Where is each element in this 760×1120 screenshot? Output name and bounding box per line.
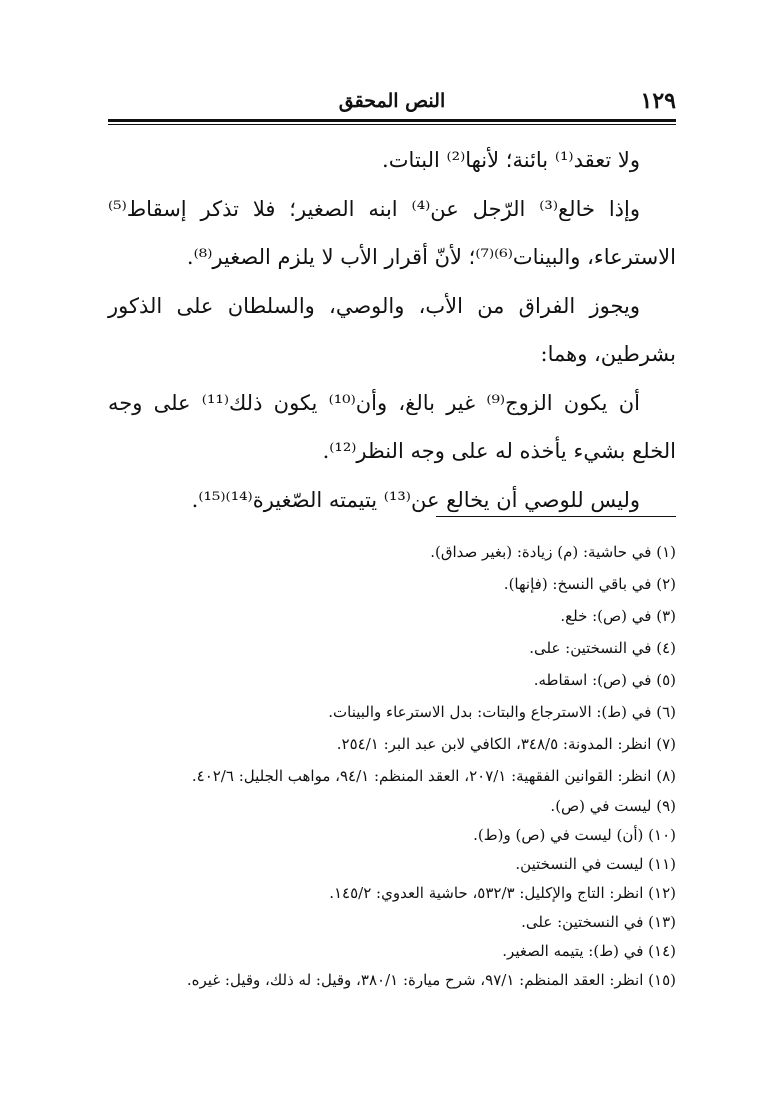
header-rule-thick — [108, 119, 676, 122]
page-header — [108, 84, 676, 118]
footnote: (٥) في (ص): اسقاطه. — [533, 671, 676, 689]
header-rule-thin — [108, 124, 676, 125]
footnote: (١٤) في (ط): يتيمه الصغير. — [502, 942, 676, 960]
footnote: (١٢) انظر: التاج والإكليل: ٥٣٢/٣، حاشية العدوي: ١٤٥/٢. — [329, 884, 676, 902]
running-title: النص المحقق — [338, 90, 446, 112]
footnote: (٦) في (ط): الاسترجاع والبتات: بدل الاسترعاء والبينات. — [328, 703, 676, 721]
footnote-separator — [436, 516, 676, 517]
paragraph: أن يكون الزوج⁽⁹⁾ غير بالغ، وأن⁽¹⁰⁾ يكون ذلك⁽¹¹⁾ على وجه الخلع بشيء يأخذه له على وجه النظر⁽¹²⁾. — [108, 390, 676, 463]
footnote: (١٣) في النسختين: على. — [521, 913, 676, 931]
footnote: (١٠) (أن) ليست في (ص) و(ط). — [473, 826, 676, 844]
paragraph: ولا تعقد⁽¹⁾ بائنة؛ لأنها⁽²⁾ البتات. — [382, 148, 640, 172]
footnote: (٩) ليست في (ص). — [550, 797, 676, 815]
footnote: (٨) انظر: القوانين الفقهية: ٢٠٧/١، العقد المنظم: ٩٤/١، مواهب الجليل: ٤٠٢/٦. — [191, 767, 676, 785]
footnote: (١٥) انظر: العقد المنظم: ٩٧/١، شرح ميارة: ٣٨٠/١، وقيل: له ذلك، وقيل: غيره. — [186, 971, 676, 989]
footnotes — [108, 536, 676, 995]
footnote: (٢) في باقي النسخ: (فإنها). — [503, 575, 676, 593]
paragraph: ويجوز الفراق من الأب، والوصي، والسلطان على الذكور بشرطين، وهما: — [108, 293, 676, 366]
page-number: ١٢٩ — [640, 88, 676, 114]
paragraph: وليس للوصي أن يخالع عن⁽¹³⁾ يتيمته الصّغيرة⁽¹⁴⁾⁽¹⁵⁾. — [191, 487, 640, 512]
footnote: (٣) في (ص): خلع. — [560, 607, 676, 625]
footnote: (٧) انظر: المدونة: ٣٤٨/٥، الكافي لابن عبد البر: ٢٥٤/١. — [336, 735, 676, 753]
footnote: (١١) ليست في النسختين. — [515, 855, 676, 873]
footnote: (١) في حاشية: (م) زيادة: (بغير صداق). — [430, 543, 676, 561]
paragraph: وإذا خالع⁽³⁾ الرّجل عن⁽⁴⁾ ابنه الصغير؛ فلا تذكر إسقاط⁽⁵⁾ الاسترعاء، والبينات⁽⁶⁾⁽⁷⁾؛ لأنّ أقرار الأب لا يلزم الصغير⁽⁸⁾. — [108, 196, 676, 269]
main-text — [108, 136, 676, 524]
footnote: (٤) في النسختين: على. — [529, 639, 676, 657]
